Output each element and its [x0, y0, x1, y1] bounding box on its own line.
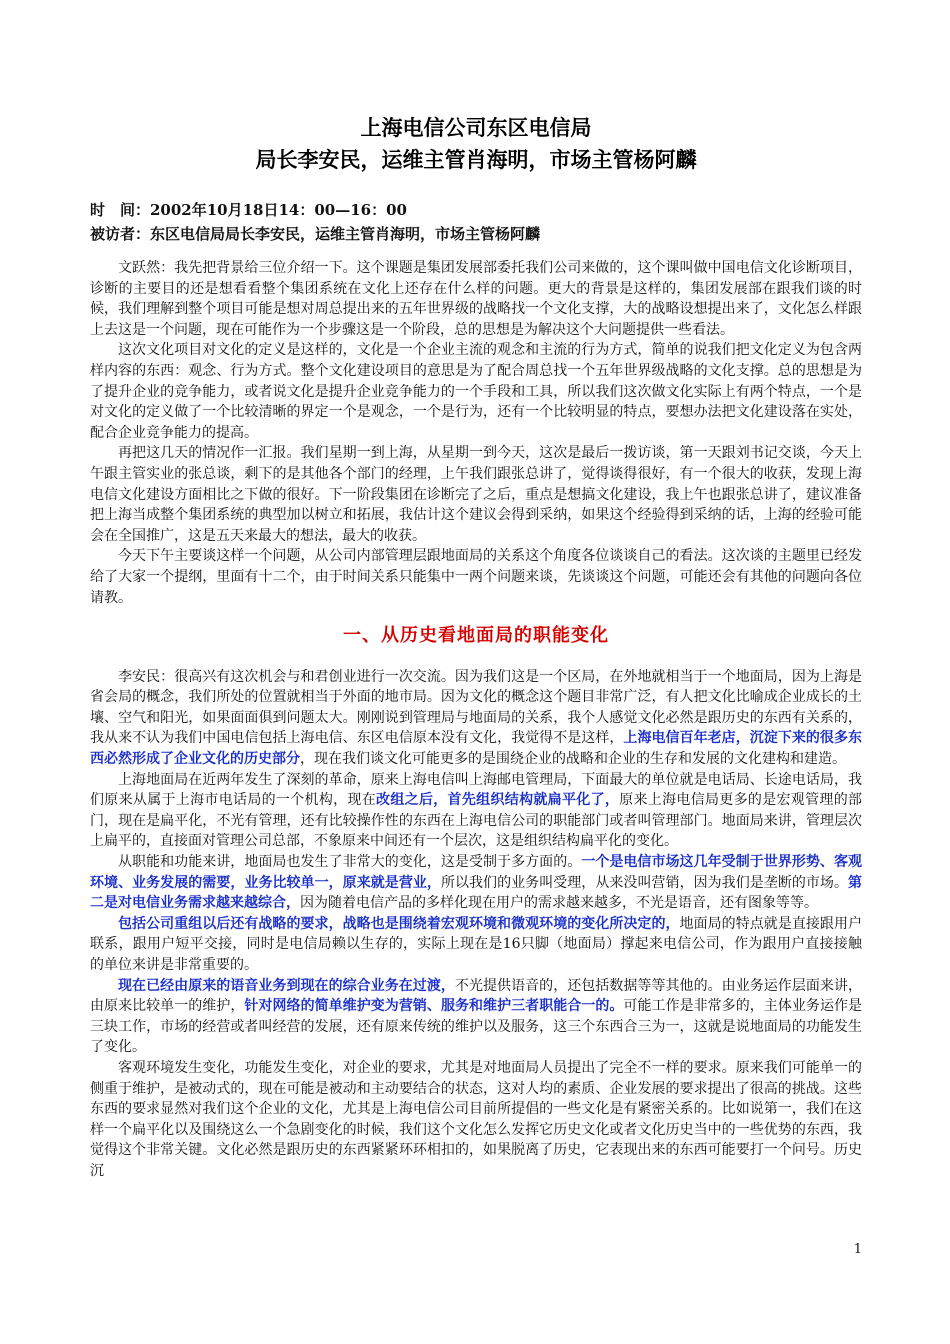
- intro-paragraph-1: 文跃然：我先把背景给三位介绍一下。这个课题是集团发展部委托我们公司来做的，这个课叫做中国电信文化诊断项目，诊断的主要目的还是想看看整个集团系统在文化上还存在什么样的问题。更大的背景是这样的，集团发展部在跟我们谈的时候，我们理解到整个项目可能是想对周总提出来的五年世界级的战略找一个文化支撑，大的战略设想提出来了，文化怎么样跟上去这是一个问题，现在可能作为一个步骤这是一个阶段，总的思想是为解决这个大问题提供一些看法。: [90, 260, 862, 338]
- text-run: 因为随着电信产品的多样化现在用户的需求越来越多，不光是语音，还有图象等等。: [300, 895, 818, 912]
- meta-interviewees: 被访者：东区电信局局长李安民，运维主管肖海明，市场主管杨阿麟: [90, 225, 541, 243]
- highlight-text: 一个是电信市场这几年受制于世界形势、客观环境、业务发展的需要，业务比较单一，原来就是营业，: [90, 854, 863, 891]
- section-paragraph-4: [90, 914, 862, 976]
- meta-time: 时 间：2002年10月18日14：00—16：00: [90, 201, 407, 219]
- text-run: 可能工作是非常多的，主体业务运作是三块工作，市场的经营或者叫经营的发展，还有原来传统的维护以及服务，这三个东西合三为一，这就是说地面局的功能发生了变化。: [90, 998, 863, 1056]
- text-run: 地面局的特点就是直接跟用户联系，跟用户短平交接，同时是电信局赖以生存的，实际上现在是16只脚（地面局）撑起来电信公司，作为跟用户直接接触的单位来讲是非常重要的。: [90, 915, 863, 973]
- intro-paragraph-4: 今天下午主要谈这样一个问题，从公司内部管理层跟地面局的关系这个角度各位谈谈自己的看法。这次谈的主题里已经发给了大家一个提纲，里面有十二个，由于时间关系只能集中一两个问题来谈，先谈谈这个问题，可能还会有其他的问题向各位请教。: [90, 548, 862, 606]
- section-heading: 一、从历史看地面局的职能变化: [343, 625, 609, 647]
- text-run: ，现在我们谈文化可能更多的是围绕企业的战略和企业的生存和发展的文化建构和建造。: [300, 751, 846, 768]
- section-paragraph-2: [90, 770, 862, 852]
- intro-paragraph-3: 再把这几天的情况作一汇报。我们星期一到上海，从星期一到今天，这次是最后一拨访谈，第一天跟刘书记交谈，今天上午跟主管实业的张总谈，剩下的是其他各个部门的经理，上午我们跟张总讲了，觉得谈得很好，有一个很大的收获，发现上海电信文化建设方面相比之下做的很好。下一阶段集团在诊断完了之后，重点是想搞文化建设，我上午也跟张总讲了，建议准备把上海当成整个集团系统的典型加以树立和拓展，我估计这个建议会得到采纳，如果这个经验得到采纳的话，上海的经验可能会在全国推广，这是五天来最大的想法，最大的收获。: [90, 445, 862, 544]
- text-run: 原来上海电信局更多的是宏观管理的部门，现在是扁平化，不光有管理，还有比较操作性的东西在上海电信公司的职能部门或者叫管理部门。地面局来讲，管理层次上扁平的，直接面对管理公司总部，不象原来中间还有一个层次，这是组织结构扁平化的变化。: [90, 792, 863, 850]
- document-body: [90, 258, 862, 1182]
- section-paragraph-3: [90, 852, 862, 914]
- text-run: 从职能和功能来讲，地面局也发生了非常大的变化，这是受制于多方面的。: [118, 854, 582, 871]
- highlight-text: 改组之后，首先组织结构就扁平化了，: [376, 792, 620, 809]
- text-run: 所以我们的业务叫受理，从来没叫营销，因为我们是垄断的市场。: [440, 874, 849, 891]
- highlight-text: 包括公司重组以后还有战略的要求，战略也是围绕着宏观环境和微观环境的变化所决定的，: [118, 915, 680, 932]
- section-paragraph-1: [90, 667, 862, 770]
- text-run: 李安民：很高兴有这次机会与和君创业进行一次交流。因为我们这是一个区局，在外地就相当于一个地面局，因为上海是省会局的概念，我们所处的位置就相当于外面的地市局。因为文化的概念这个题目非常广泛，有人把文化比喻成企业成长的土壤、空气和阳光，如果面面俱到问题太大。刚刚说到管理局与地面局的关系，我个人感觉文化必然是跟历史的东西有关系的，我从来不认为我们中国电信包括上海电信、东区电信原本没有文化，我觉得不是这样，: [90, 668, 862, 747]
- section-paragraph-6: 客观环境发生变化，功能发生变化，对企业的要求，尤其是对地面局人员提出了完全不一样的要求。原来我们可能单一的侧重于维护，是被动式的，现在可能是被动和主动要结合的状态，这对人均的素质、企业发展的要求提出了很高的挑战。这些东西的要求显然对我们这个企业的文化，尤其是上海电信公司目前所提倡的一些文化是有紧密关系的。比如说第一，我们在这样一个扁平化以及围绕这么一个急剧变化的时候，我们这个文化怎么发挥它历史文化或者文化历史当中的一些优势的东西，我觉得这个非常关键。文化必然是跟历史的东西紧紧环环相扣的，如果脱离了历史，它表现出来的东西可能要打一个问号。历史沉: [90, 1059, 862, 1179]
- highlight-text: 上海电信百年老店，沉淀下来的很多东西必然形成了企业文化的历史部分: [90, 730, 862, 768]
- highlight-text: 针对网络的简单维护变为营销、服务和维护三者职能合一的。: [244, 998, 624, 1015]
- document-page: [90, 112, 862, 1182]
- title-line-2: 局长李安民，运维主管肖海明，市场主管杨阿麟: [255, 147, 697, 172]
- interview-meta: [90, 198, 862, 246]
- document-title: [90, 112, 862, 176]
- intro-paragraph-2: 这次文化项目对文化的定义是这样的，文化是一个企业主流的观念和主流的行为方式，简单的说我们把文化定义为包含两样内容的东西：观念、行为方式。整个文化建设项目的意思是为了配合周总找一个五年世界级战略的文化支撑。总的思想是为了提升企业的竞争能力，或者说文化是提升企业竞争能力的一个手段和工具，所以我们这次做文化实际上有两个特点，一个是对文化的定义做了一个比较清晰的界定一个是观念，一个是行为，还有一个比较明显的特点，要想办法把文化建设落在实处，配合企业竞争能力的提高。: [90, 342, 862, 441]
- section-paragraph-5: [90, 976, 862, 1058]
- text-run: 上海地面局在近两年发生了深刻的革命，原来上海电信叫上海邮电管理局，下面最大的单位就是电话局、长途电话局，我们原来从属于上海市电话局的一个机构，现在: [90, 771, 862, 809]
- text-run: 不光提供语音的，还包括数据等等其他的。由业务运作层面来讲，由原来比较单一的维护，: [90, 977, 862, 1015]
- page-number: 1: [853, 1242, 862, 1257]
- highlight-text: 现在已经由原来的语音业务到现在的综合业务在过渡，: [118, 977, 455, 994]
- title-line-1: 上海电信公司东区电信局: [360, 115, 592, 140]
- highlight-text: 第二是对电信业务需求越来越综合，: [90, 874, 863, 912]
